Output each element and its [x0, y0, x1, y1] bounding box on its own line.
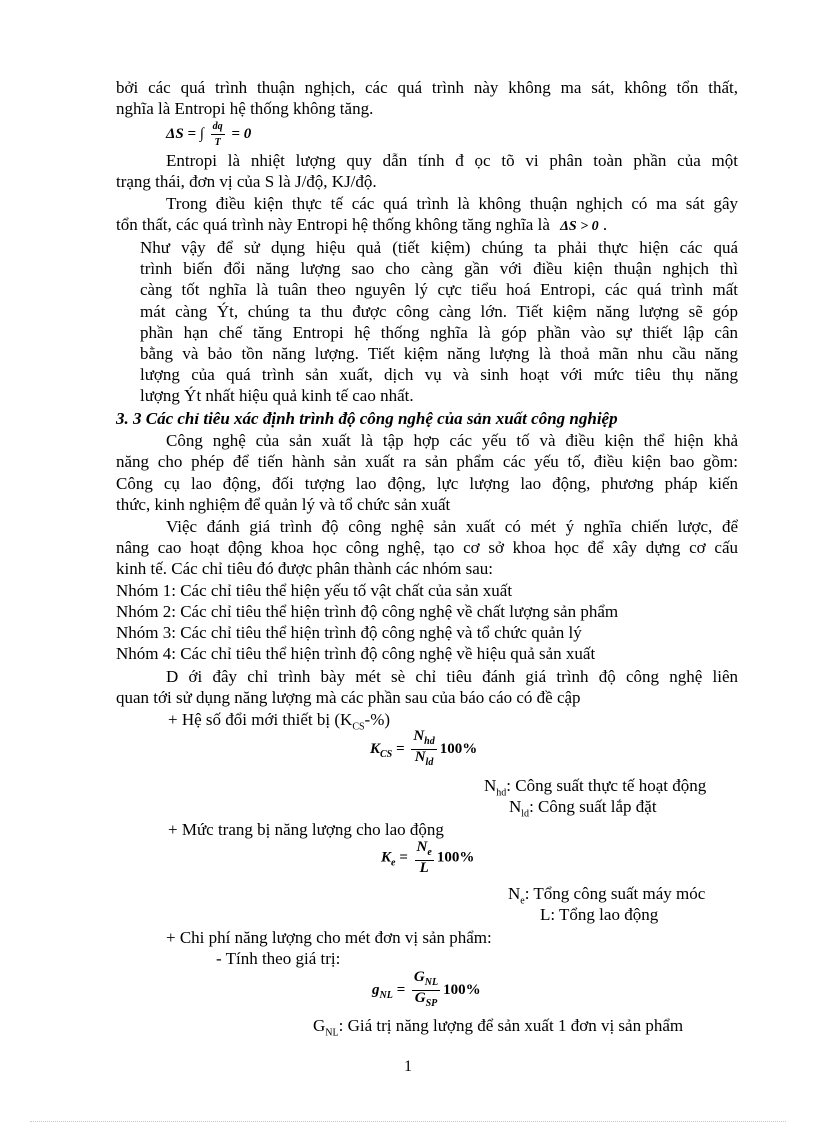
entropy-equation — [166, 119, 251, 150]
body-text-line: lượng Ýt nhất hiệu quả kinh tế cao nhất. — [140, 386, 414, 405]
fraction: $\frac{N_{hd}}{N_{ld}}$ — [413, 728, 435, 768]
body-text-line: bởi các quá trình thuận nghịch, các quá trình này không ma sát, không tổn thất, — [116, 78, 738, 97]
gnl-formula: $g_{NL}$ = $\frac{G_{NL}}{G_{SP}}$ 100% — [372, 969, 481, 1009]
body-text-line: trình biến đổi năng lượng sao cho càng gần với điều kiện thuận nghịch thì — [140, 259, 738, 278]
fraction-denominator: T — [214, 137, 221, 148]
body-text-span: tổn thất, các quá trình này Entropi hệ thống không tăng nghĩa là — [116, 215, 550, 234]
body-text-line: nâng cao hoạt động khoa học công nghệ, tạo cơ sở khoa học để xây dựng cơ cấu — [116, 538, 738, 557]
entropy-positive-formula: ΔS > 0 — [560, 219, 599, 234]
group-list-item: Nhóm 3: Các chỉ tiêu thể hiện trình độ công nghệ và tổ chức quản lý — [116, 623, 582, 642]
body-text-line: kinh tế. Các chỉ tiêu đó được phân thành các nhóm sau: — [116, 559, 493, 578]
body-text-line: năng cho phép để tiến hành sản xuất ra sản phẩm các yếu tố, điều kiện bao gồm: — [116, 452, 738, 471]
body-text-line: bằng và bảo tồn năng lượng. Tiết kiệm năng lượng là thoả mãn nhu cầu năng — [140, 344, 738, 363]
fraction: $\frac{G_{NL}}{G_{SP}}$ — [413, 969, 439, 1009]
group-list-item: Nhóm 4: Các chỉ tiêu thể hiện trình độ công nghệ về hiệu quả sản xuất — [116, 644, 596, 663]
body-text-line: quan tới sử dụng năng lượng mà các phần sau của báo cáo có đề cập — [116, 688, 581, 707]
body-text-line: mát càng Ýt, chúng ta thu được công càng lớn. Tiết kiệm năng lượng sẽ góp — [140, 302, 738, 321]
body-text-line: D ới đây chỉ trình bày mét sè chỉ tiêu đánh giá trình độ công nghệ liên — [166, 667, 738, 686]
sub-heading: - Tính theo giá trị: — [216, 949, 341, 968]
fraction — [211, 119, 225, 150]
ke-formula: $K_e$ = $\frac{N_e}{L}$ 100% — [381, 839, 475, 876]
group-list-item: Nhóm 1: Các chỉ tiêu thể hiện yếu tố vật chất của sản xuất — [116, 581, 513, 600]
variable-definition: $N_{hd}$: Công suất thực tế hoạt động — [484, 776, 707, 799]
variable-definition: $G_{NL}$: Giá trị năng lượng để sản xuất 1 đơn vị sản phẩm — [313, 1016, 684, 1039]
body-text-line: Entropi là nhiệt lượng quy dẫn tính đ ọc tõ vi phân toàn phần của một — [166, 151, 738, 170]
indicator-heading: + Chi phí năng lượng cho mét đơn vị sản phẩm: — [166, 928, 492, 947]
variable-definition: $N_{ld}$: Công suất lắp đặt — [509, 797, 657, 820]
indicator-heading: + Hệ số đổi mới thiết bị $(K_{CS}-\%)$ — [168, 710, 391, 733]
equation-rhs: = 0 — [231, 125, 252, 142]
fraction: $\frac{N_e}{L}$ — [416, 839, 432, 876]
body-text-line: Như vậy để sử dụng hiệu quả (tiết kiệm) chúng ta phải thực hiện các quá — [140, 238, 738, 257]
body-text-line: thức, kinh nghiệm để quản lý và tổ chức sản xuất — [116, 495, 451, 514]
body-text-line: trạng thái, đơn vị của S là J/độ, KJ/độ. — [116, 172, 377, 191]
variable-definition: $N_e$: Tổng công suất máy móc — [508, 884, 706, 907]
body-text-line: Việc đánh giá trình độ công nghệ sản xuất có mét ý nghĩa chiến lược, để — [166, 517, 738, 536]
body-text-line: Trong điều kiện thực tế các quá trình là không thuận nghịch có ma sát gây — [166, 194, 738, 213]
body-text-line: càng tốt nghĩa là tuân theo nguyên lý cực tiểu hoá Entropi, các quá trình mất — [140, 280, 738, 299]
body-text-line: lượng của quá trình sản xuất, dịch vụ và sinh hoạt với mức tiêu thụ năng — [140, 365, 738, 384]
footer-divider — [30, 1121, 786, 1122]
body-text-line: phần hạn chế tăng Entropi hệ thống nghĩa là góp phần vào sự thiết lập cân — [140, 323, 738, 342]
fraction-numerator: dq — [211, 119, 225, 135]
body-text-line: Công nghệ của sản xuất là tập hợp các yếu tố và điều kiện thể hiện khả — [166, 431, 738, 450]
body-text-line: tổn thất, các quá trình này Entropi hệ thống không tăng nghĩa là ΔS > 0 . — [116, 215, 608, 234]
indicator-heading: + Mức trang bị năng lượng cho lao động — [168, 820, 444, 839]
page-number: 1 — [404, 1058, 412, 1075]
section-heading: 3. 3 Các chỉ tiêu xác định trình độ công nghệ của sản xuất công nghiệp — [116, 409, 618, 428]
kcs-formula: $K_{CS}$ = $\frac{N_{hd}}{N_{ld}}$ 100% — [370, 728, 478, 768]
group-list-item: Nhóm 2: Các chỉ tiêu thể hiện trình độ công nghệ về chất lượng sản phẩm — [116, 602, 619, 621]
body-text-line: nghĩa là Entropi hệ thống không tăng. — [116, 99, 374, 118]
variable-definition: L: Tổng lao động — [540, 905, 659, 924]
equation-lhs: ΔS = ∫ — [166, 125, 204, 142]
body-text-line: Công cụ lao động, đối tượng lao động, lực lượng lao động, phương pháp kiến — [116, 474, 738, 493]
